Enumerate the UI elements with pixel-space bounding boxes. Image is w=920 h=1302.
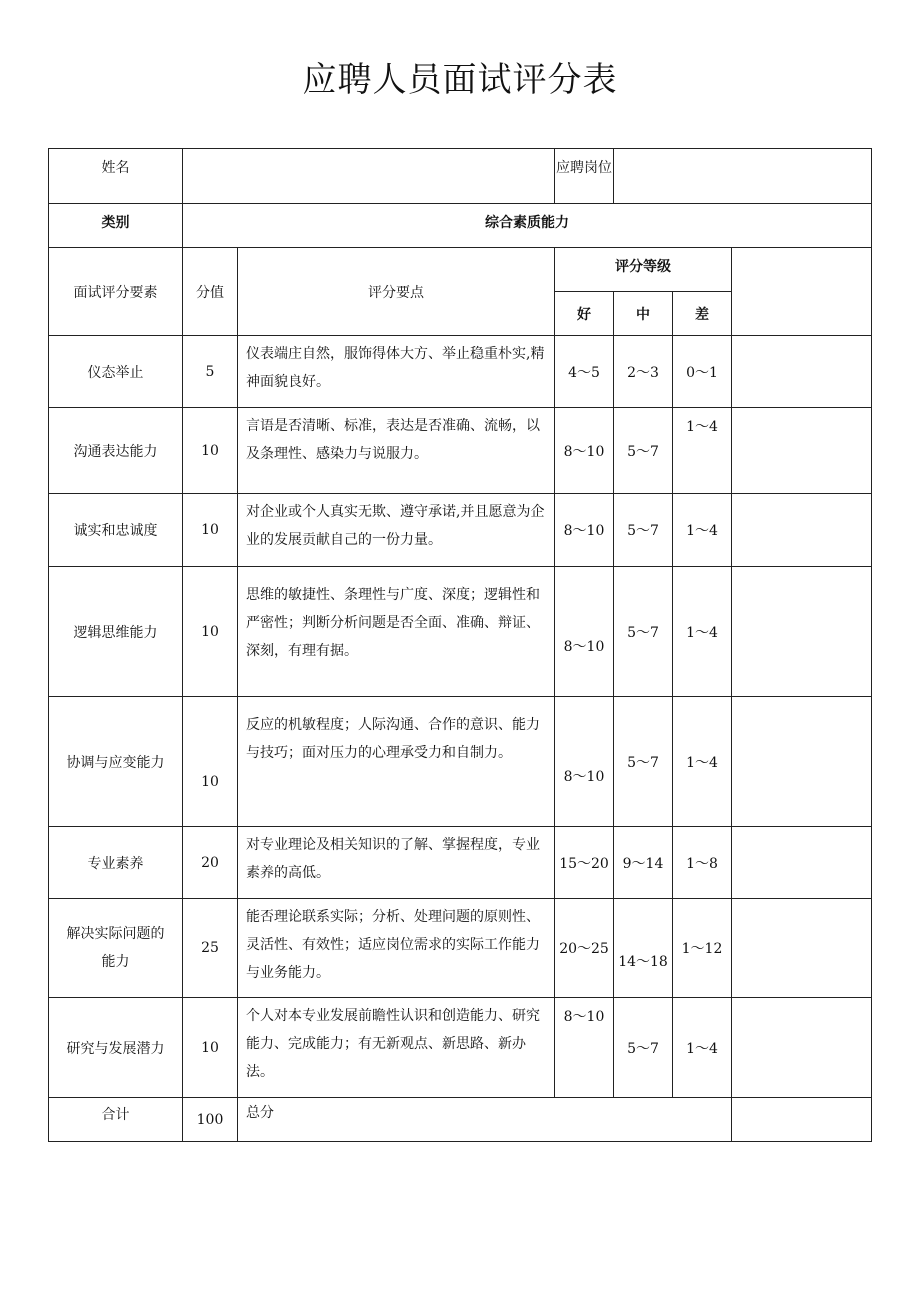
page-title: 应聘人员面试评分表: [302, 60, 618, 100]
column-header-row: [49, 248, 872, 292]
points-cell: 仪表端庄自然，服饰得体大方、举止稳重朴实,精神面貌良好。: [238, 336, 555, 408]
category-label: 类别: [49, 204, 183, 248]
factor-cell: 诚实和忠诚度: [49, 494, 183, 567]
score-cell: 25: [183, 899, 238, 998]
blank-cell[interactable]: [732, 494, 872, 567]
total-sum-label: 总分: [238, 1098, 732, 1142]
score-header: 分值: [183, 248, 238, 336]
points-cell: 反应的机敏程度；人际沟通、合作的意识、能力与技巧；面对压力的心理承受力和自制力。: [238, 697, 555, 827]
factor-cell: 专业素养: [49, 827, 183, 899]
points-cell: 对专业理论及相关知识的了解、掌握程度，专业素养的高低。: [238, 827, 555, 899]
table-row: [49, 494, 872, 567]
score-cell: 20: [183, 827, 238, 899]
good-header: 好: [555, 292, 614, 336]
medium-range: 2～3: [614, 336, 673, 408]
factor-text: 解决实际问题的能力: [66, 926, 165, 970]
factor-cell: 研究与发展潜力: [49, 998, 183, 1098]
category-row: [49, 204, 872, 248]
good-range: 8～10: [555, 494, 614, 567]
points-cell: 个人对本专业发展前瞻性认识和创造能力、研究能力、完成能力；有无新观点、新思路、新办法。: [238, 998, 555, 1098]
factor-header: 面试评分要素: [49, 248, 183, 336]
poor-range: 1～12: [673, 899, 732, 998]
poor-header: 差: [673, 292, 732, 336]
score-cell: 10: [183, 494, 238, 567]
remark-cell: [732, 248, 872, 336]
factor-cell: 仪态举止: [49, 336, 183, 408]
name-label: 姓名: [49, 149, 183, 204]
score-cell: 5: [183, 336, 238, 408]
medium-range: 5～7: [614, 567, 673, 697]
total-blank-cell[interactable]: [732, 1098, 872, 1142]
name-row: [49, 149, 872, 204]
name-field[interactable]: [183, 149, 555, 204]
blank-cell[interactable]: [732, 697, 872, 827]
good-range: 8～10: [555, 998, 614, 1098]
good-range: 4～5: [555, 336, 614, 408]
poor-range: 1～8: [673, 827, 732, 899]
score-cell: 10: [183, 567, 238, 697]
poor-range: 1～4: [673, 697, 732, 827]
medium-range: 5～7: [614, 494, 673, 567]
factor-cell: 协调与应变能力: [49, 697, 183, 827]
blank-cell[interactable]: [732, 998, 872, 1098]
medium-range: 5～7: [614, 408, 673, 494]
table-row: [49, 998, 872, 1098]
good-range: 8～10: [555, 567, 614, 697]
blank-cell[interactable]: [732, 408, 872, 494]
points-cell: 言语是否清晰、标准，表达是否准确、流畅，以及条理性、感染力与说服力。: [238, 408, 555, 494]
blank-cell[interactable]: [732, 567, 872, 697]
table-row: [49, 697, 872, 827]
medium-header: 中: [614, 292, 673, 336]
points-header: 评分要点: [238, 248, 555, 336]
good-range: 15～20: [555, 827, 614, 899]
grade-header: 评分等级: [555, 248, 732, 292]
medium-range: 14～18: [614, 899, 673, 998]
score-cell: 10: [183, 408, 238, 494]
total-label: 合计: [49, 1098, 183, 1142]
good-range: 8～10: [555, 408, 614, 494]
poor-range: 1～4: [673, 494, 732, 567]
table-row: [49, 408, 872, 494]
factor-cell: [49, 899, 183, 998]
position-field[interactable]: [614, 149, 872, 204]
factor-cell: 沟通表达能力: [49, 408, 183, 494]
poor-range: 0～1: [673, 336, 732, 408]
points-cell: 能否理论联系实际；分析、处理问题的原则性、灵活性、有效性；适应岗位需求的实际工作能力与业务能力。: [238, 899, 555, 998]
score-cell: 10: [183, 998, 238, 1098]
poor-range: 1～4: [673, 567, 732, 697]
good-range: 20～25: [555, 899, 614, 998]
poor-range: 1～4: [673, 998, 732, 1098]
interview-score-table: [48, 148, 872, 1142]
blank-cell[interactable]: [732, 336, 872, 408]
position-label: 应聘岗位: [555, 149, 614, 204]
points-cell: 对企业或个人真实无欺、遵守承诺,并且愿意为企业的发展贡献自己的一份力量。: [238, 494, 555, 567]
factor-cell: 逻辑思维能力: [49, 567, 183, 697]
points-cell: 思维的敏捷性、条理性与广度、深度；逻辑性和严密性；判断分析问题是否全面、准确、辩证、深刻，有理有据。: [238, 567, 555, 697]
medium-range: 5～7: [614, 998, 673, 1098]
medium-range: 9～14: [614, 827, 673, 899]
blank-cell[interactable]: [732, 899, 872, 998]
table-row: [49, 827, 872, 899]
category-value: 综合素质能力: [183, 204, 872, 248]
blank-cell[interactable]: [732, 827, 872, 899]
total-score: 100: [183, 1098, 238, 1142]
table-row: [49, 899, 872, 998]
poor-range: 1～4: [673, 408, 732, 494]
score-cell: 10: [183, 697, 238, 827]
medium-range: 5～7: [614, 697, 673, 827]
table-row: [49, 567, 872, 697]
table-row: [49, 336, 872, 408]
good-range: 8～10: [555, 697, 614, 827]
total-row: [49, 1098, 872, 1142]
